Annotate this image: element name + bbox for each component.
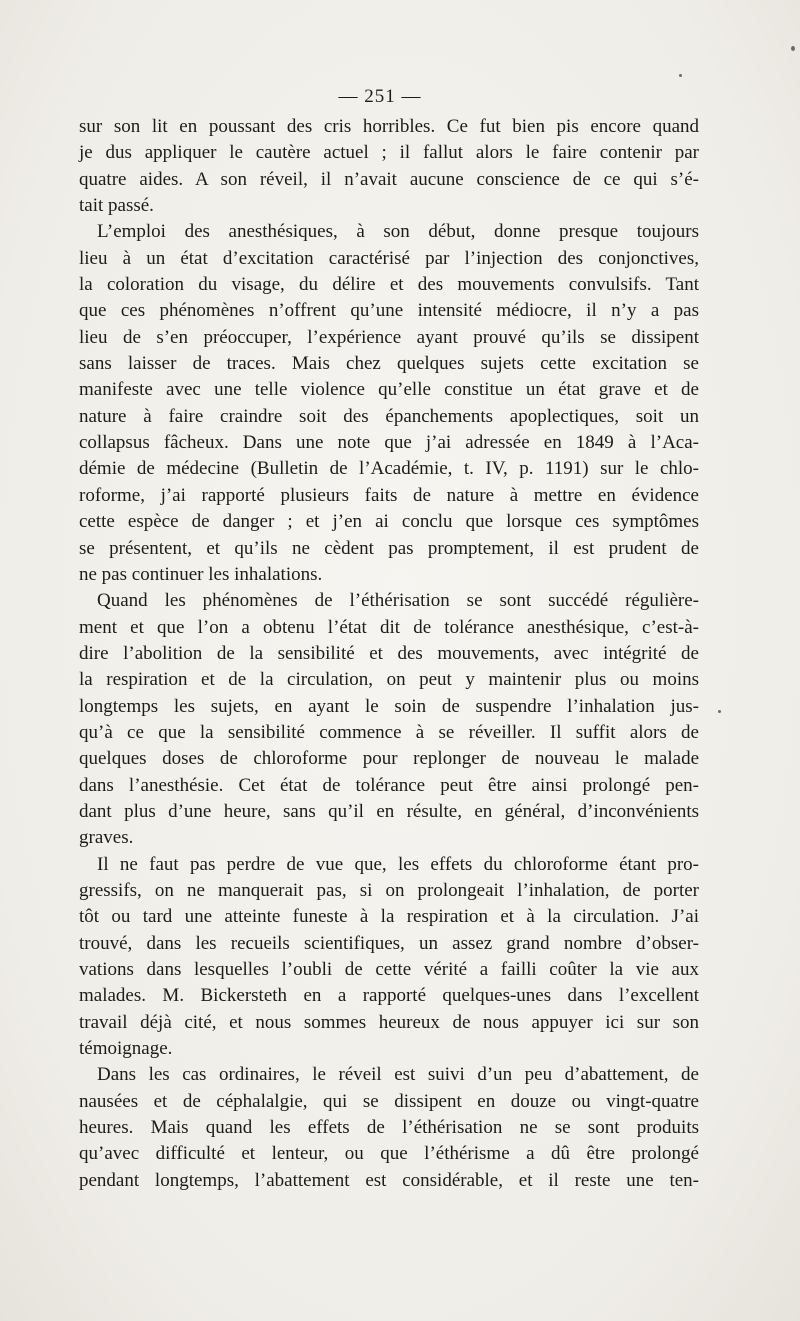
text-line: Quand les phénomènes de l’éthérisation se sont succédé régulière-	[97, 590, 699, 612]
text-line: L’emploi des anesthésiques, à son début, donne presque toujours	[97, 221, 699, 243]
text-line: Dans les cas ordinaires, le réveil est suivi d’un peu d’abattement, de	[97, 1064, 699, 1086]
body-text	[79, 114, 699, 1194]
text-line: lieu à un état d’excitation caractérisé par l’injection des conjonctives,	[79, 247, 699, 269]
text-line: lieu de s’en préoccuper, l’expérience ayant prouvé qu’ils se dissipent	[79, 326, 699, 348]
text-line: quatre aides. A son réveil, il n’avait aucune conscience de ce qui s’é-	[79, 168, 699, 190]
text-line: tait passé.	[79, 195, 154, 217]
text-line: nature à faire craindre soit des épanchements apoplectiques, soit un	[79, 405, 699, 427]
text-line: témoignage.	[79, 1038, 173, 1060]
text-line: dans l’anesthésie. Cet état de tolérance peut être ainsi prolongé pen-	[79, 774, 699, 796]
text-line: trouvé, dans les recueils scientifiques, un assez grand nombre d’obser-	[79, 932, 699, 954]
text-line: je dus appliquer le cautère actuel ; il fallut alors le faire contenir par	[79, 142, 699, 164]
text-line: ne pas continuer les inhalations.	[79, 563, 323, 585]
text-line: collapsus fâcheux. Dans une note que j’ai adressée en 1849 à l’Aca-	[79, 432, 699, 454]
text-line: longtemps les sujets, en ayant le soin de suspendre l’inhalation jus-	[79, 695, 699, 717]
page-number: — 251 —	[338, 86, 422, 107]
text-line: dire l’abolition de la sensibilité et des mouvements, avec intégrité de	[79, 642, 699, 664]
text-line: manifeste avec une telle violence qu’elle constitue un état grave et de	[79, 379, 699, 401]
text-line: malades. M. Bickersteth en a rapporté quelques-unes dans l’excellent	[79, 985, 699, 1007]
text-line: Il ne faut pas perdre de vue que, les effets du chloroforme étant pro-	[97, 853, 699, 875]
text-line: démie de médecine (Bulletin de l’Académie, t. IV, p. 1191) sur le chlo-	[79, 458, 699, 480]
text-line: que ces phénomènes n’offrent qu’une intensité médiocre, il n’y a pas	[79, 300, 699, 322]
text-line: graves.	[79, 827, 134, 849]
text-line: roforme, j’ai rapporté plusieurs faits de nature à mettre en évidence	[79, 484, 699, 506]
text-line: tôt ou tard une atteinte funeste à la respiration et à la circulation. J’ai	[79, 906, 699, 928]
text-line: sur son lit en poussant des cris horribles. Ce fut bien pis encore quand	[79, 116, 699, 137]
text-line: pendant longtemps, l’abattement est considérable, et il reste une ten-	[79, 1169, 699, 1191]
text-line: gressifs, on ne manquerait pas, si on prolongeait l’inhalation, de porter	[79, 879, 699, 901]
text-line: sans laisser de traces. Mais chez quelques sujets cette excitation se	[79, 353, 699, 375]
text-line: qu’à ce que la sensibilité commence à se réveiller. Il suffit alors de	[79, 721, 699, 743]
text-line: nausées et de céphalalgie, qui se dissipent en douze ou vingt-quatre	[79, 1090, 699, 1112]
text-line: vations dans lesquelles l’oubli de cette vérité a failli coûter la vie aux	[79, 959, 699, 980]
text-line: ment et que l’on a obtenu l’état dit de tolérance anesthésique, c’est-à-	[79, 616, 699, 638]
text-line: qu’avec difficulté et lenteur, ou que l’éthérisme a dû être prolongé	[79, 1143, 699, 1165]
text-line: dant plus d’une heure, sans qu’il en résulte, en général, d’inconvénients	[79, 800, 699, 822]
text-line: la respiration et de la circulation, on peut y maintenir plus ou moins	[79, 669, 699, 691]
text-line: travail déjà cité, et nous sommes heureux de nous appuyer ici sur son	[79, 1011, 699, 1033]
text-line: quelques doses de chloroforme pour replonger de nouveau le malade	[79, 748, 699, 770]
paper-speck	[718, 710, 721, 713]
text-line: cette espèce de danger ; et j’en ai conclu que lorsque ces symptômes	[79, 511, 699, 533]
paper-speck	[791, 46, 795, 51]
text-line: se présentent, et qu’ils ne cèdent pas promptement, il est prudent de	[79, 537, 699, 559]
paper-speck	[679, 74, 682, 77]
text-line: heures. Mais quand les effets de l’éthérisation ne se sont produits	[79, 1117, 699, 1139]
text-line: la coloration du visage, du délire et des mouvements convulsifs. Tant	[79, 274, 699, 296]
